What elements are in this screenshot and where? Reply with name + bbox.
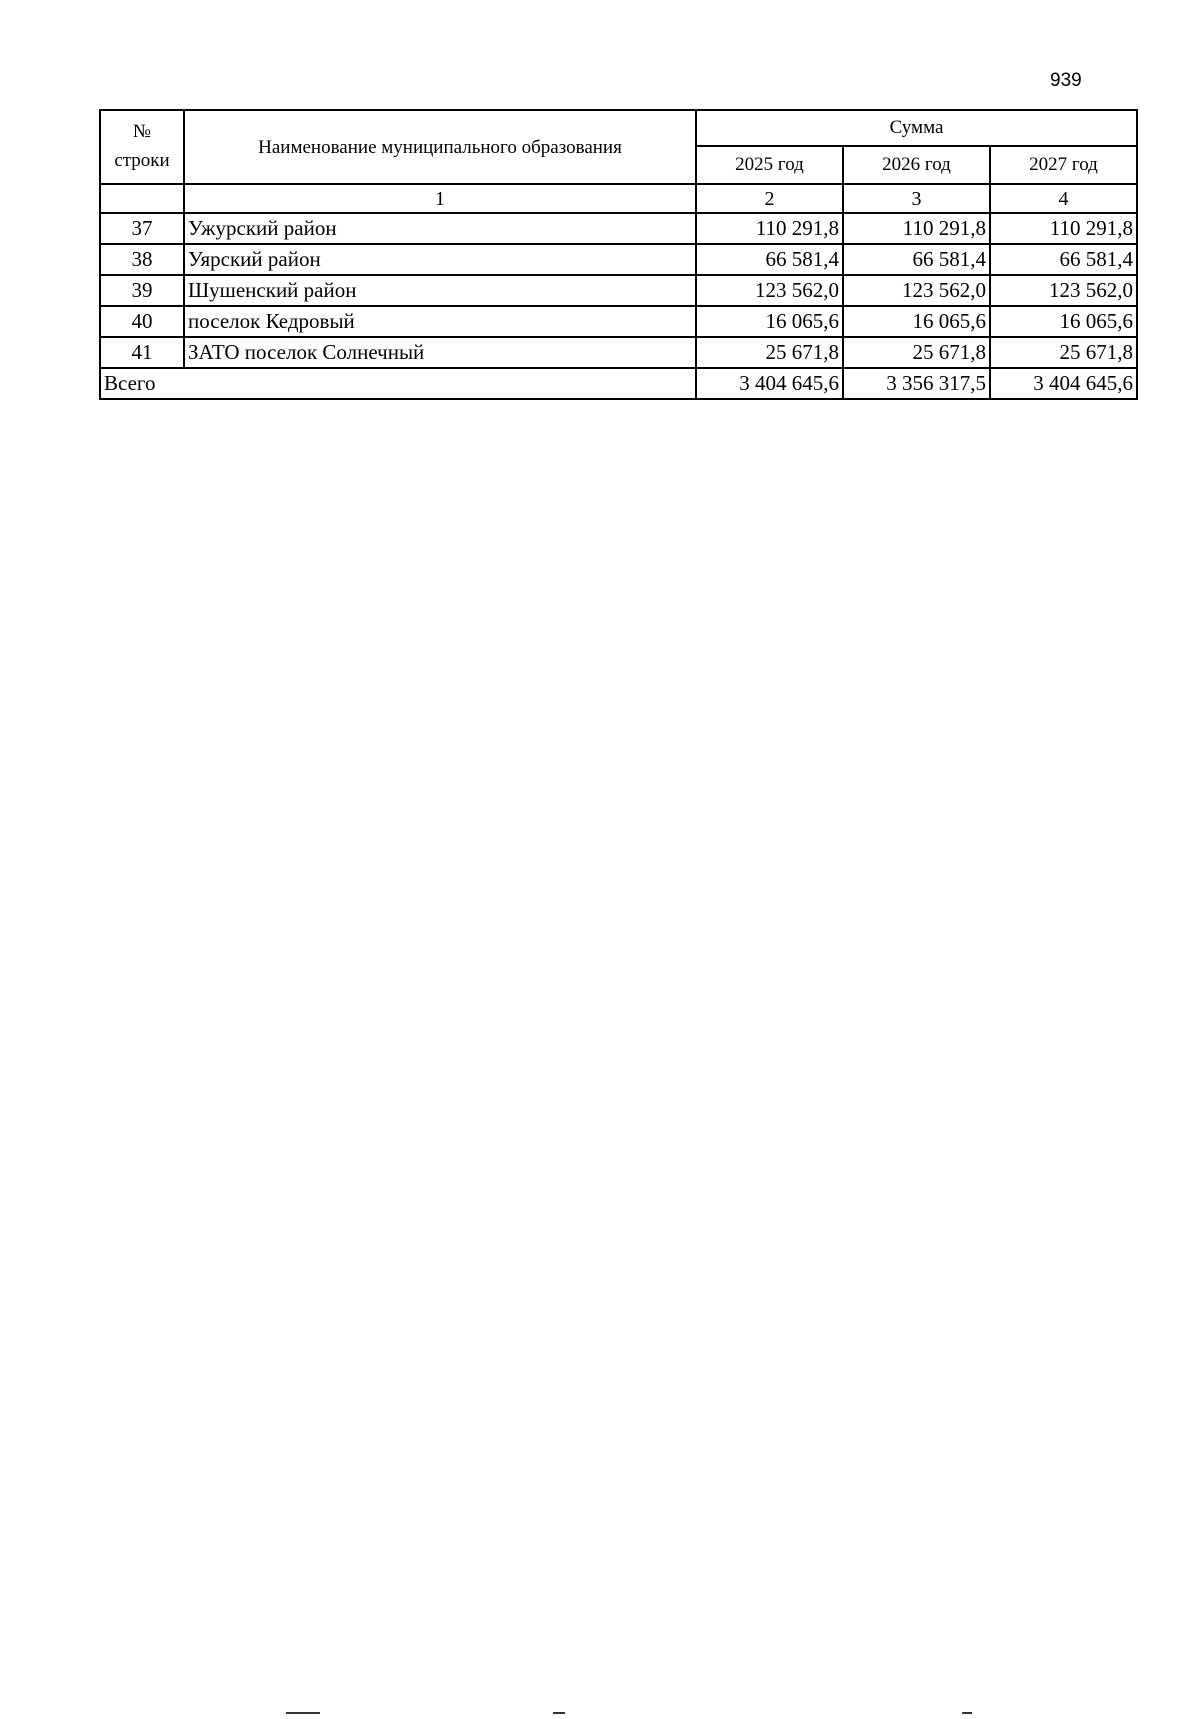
header-row-number	[100, 110, 184, 184]
header-row-number-symbol: №	[132, 121, 152, 142]
header-year-2027: 2027 год	[990, 146, 1137, 184]
header-municipality-name: Наименование муниципального образования	[184, 110, 696, 184]
header-year-2026: 2026 год	[843, 146, 990, 184]
column-index-cell: 4	[990, 184, 1137, 213]
column-index-cell: 1	[184, 184, 696, 213]
value-2025: 110 291,8	[696, 213, 843, 244]
subsidy-table	[99, 109, 1138, 400]
table-row	[100, 337, 1137, 368]
row-number: 41	[100, 337, 184, 368]
total-row	[100, 368, 1137, 399]
value-2026: 123 562,0	[843, 275, 990, 306]
value-2026: 110 291,8	[843, 213, 990, 244]
value-2027: 66 581,4	[990, 244, 1137, 275]
value-2025: 16 065,6	[696, 306, 843, 337]
header-year-2025: 2025 год	[696, 146, 843, 184]
header-row-number-label: строки	[114, 150, 170, 171]
value-2027: 123 562,0	[990, 275, 1137, 306]
column-index-cell: 3	[843, 184, 990, 213]
column-index-cell	[100, 184, 184, 213]
municipality-name: поселок Кедровый	[184, 306, 696, 337]
row-number: 39	[100, 275, 184, 306]
table-row	[100, 213, 1137, 244]
column-index-row	[100, 184, 1137, 213]
total-2026: 3 356 317,5	[843, 368, 990, 399]
value-2027: 16 065,6	[990, 306, 1137, 337]
value-2027: 25 671,8	[990, 337, 1137, 368]
municipality-name: Уярский район	[184, 244, 696, 275]
municipality-name: Ужурский район	[184, 213, 696, 244]
value-2027: 110 291,8	[990, 213, 1137, 244]
table-header-row	[100, 110, 1137, 146]
value-2025: 123 562,0	[696, 275, 843, 306]
value-2025: 66 581,4	[696, 244, 843, 275]
row-number: 37	[100, 213, 184, 244]
value-2026: 25 671,8	[843, 337, 990, 368]
total-label: Всего	[100, 368, 696, 399]
table-row	[100, 306, 1137, 337]
page-number: 939	[1050, 70, 1082, 91]
header-sum: Сумма	[696, 110, 1137, 146]
row-number: 40	[100, 306, 184, 337]
column-index-cell: 2	[696, 184, 843, 213]
value-2026: 16 065,6	[843, 306, 990, 337]
table-row	[100, 275, 1137, 306]
total-2027: 3 404 645,6	[990, 368, 1137, 399]
value-2025: 25 671,8	[696, 337, 843, 368]
municipality-name: Шушенский район	[184, 275, 696, 306]
table-row	[100, 244, 1137, 275]
scan-edge-marks	[0, 1712, 1200, 1716]
total-2025: 3 404 645,6	[696, 368, 843, 399]
row-number: 38	[100, 244, 184, 275]
municipality-name: ЗАТО поселок Солнечный	[184, 337, 696, 368]
value-2026: 66 581,4	[843, 244, 990, 275]
